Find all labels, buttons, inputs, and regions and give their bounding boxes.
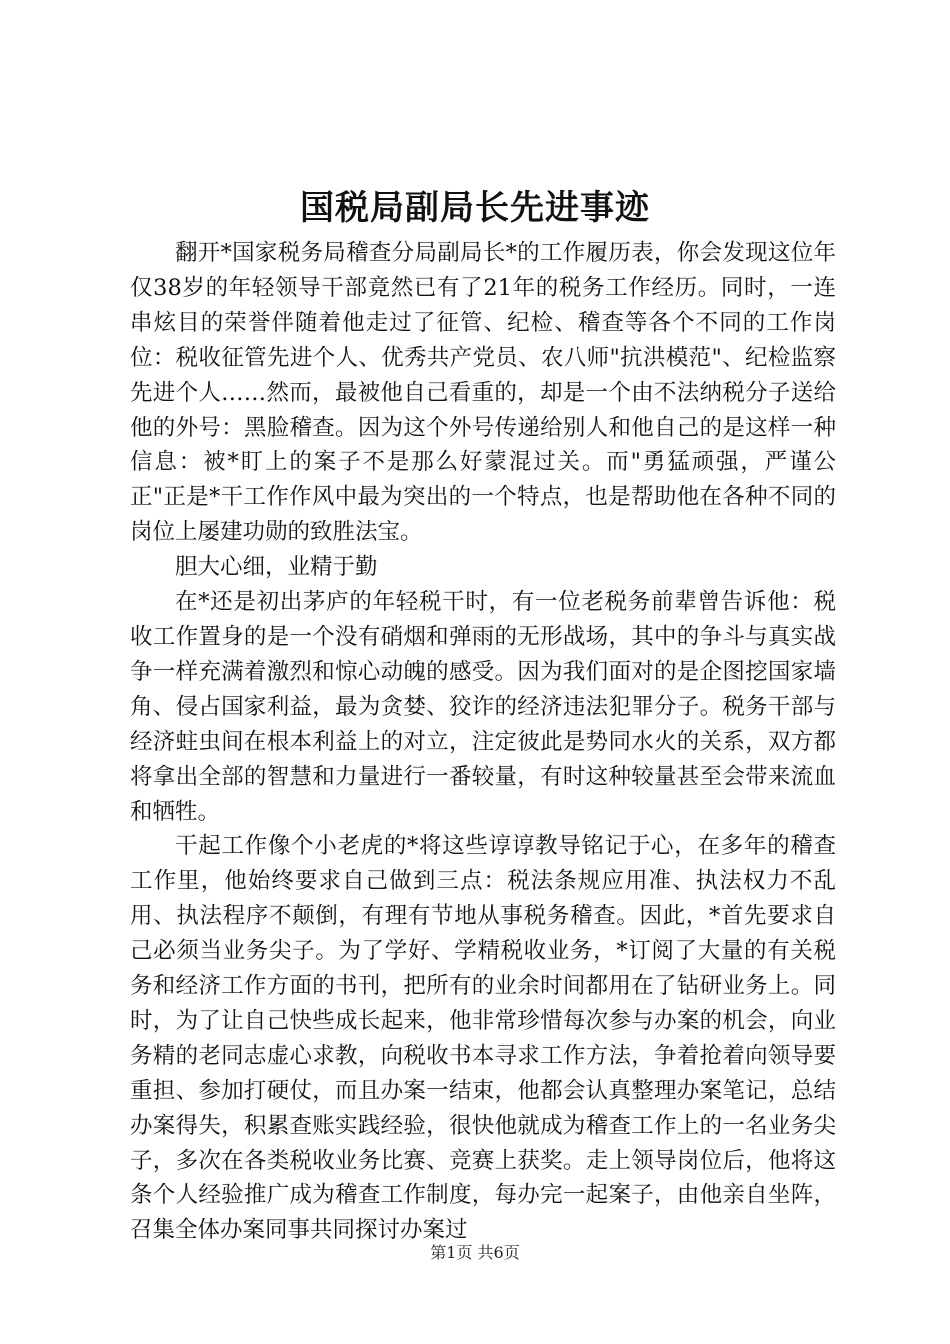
paragraph: 在*还是初出茅庐的年轻税干时，有一位老税务前辈曾告诉他：税收工作置身的是一个没有硝烟和弹雨的无形战场，其中的争斗与真实战争一样充满着激烈和惊心动魄的感受。因为我们面对的是企图挖国家墙角、侵占国家利益，最为贪婪、狡诈的经济违法犯罪分子。税务干部与经济蛀虫间在根本利益上的对立，注定彼此是势同水火的关系，双方都将拿出全部的智慧和力量进行一番较量，有时这种较量甚至会带来流血和牺牲。	[130, 589, 836, 825]
document-title: 国税局副局长先进事迹	[300, 188, 650, 228]
page-number: 第1页 共6页	[430, 1243, 520, 1262]
document-body	[130, 236, 836, 1248]
paragraph: 干起工作像个小老虎的*将这些谆谆教导铭记于心，在多年的稽查工作里，他始终要求自己做到三点：税法条规应用准、执法权力不乱用、执法程序不颠倒，有理有节地从事税务稽查。因此，*首先要求自己必须当业务尖子。为了学好、学精税收业务，*订阅了大量的有关税务和经济工作方面的书刊，把所有的业余时间都用在了钻研业务上。同时，为了让自己快些成长起来，他非常珍惜每次参与办案的机会，向业务精的老同志虚心求教，向税收书本寻求工作方法，争着抢着向领导要重担、参加打硬仗，而且办案一结束，他都会认真整理办案笔记，总结办案得失，积累查账实践经验，很快他就成为稽查工作上的一名业务尖子，多次在各类税收业务比赛、竞赛上获奖。走上领导岗位后，他将这条个人经验推广成为稽查工作制度，每办完一起案子，由他亲自坐阵，召集全体办案同事共同探讨办案过	[130, 833, 836, 1244]
paragraph: 翻开*国家税务局稽查分局副局长*的工作履历表，你会发现这位年仅38岁的年轻领导干部竟然已有了21年的税务工作经历。同时，一连串炫目的荣誉伴随着他走过了征管、纪检、稽查等各个不同的工作岗位：税收征管先进个人、优秀共产党员、农八师"抗洪模范"、纪检监察先进个人……然而，最被他自己看重的，却是一个由不法纳税分子送给他的外号：黑脸稽查。因为这个外号传递给别人和他自己的是这样一种信息：被*盯上的案子不是那么好蒙混过关。而"勇猛顽强，严谨公正"正是*干工作作风中最为突出的一个特点，也是帮助他在各种不同的岗位上屡建功勋的致胜法宝。	[130, 240, 836, 546]
section-heading: 胆大心细，业精于勤	[175, 554, 378, 581]
